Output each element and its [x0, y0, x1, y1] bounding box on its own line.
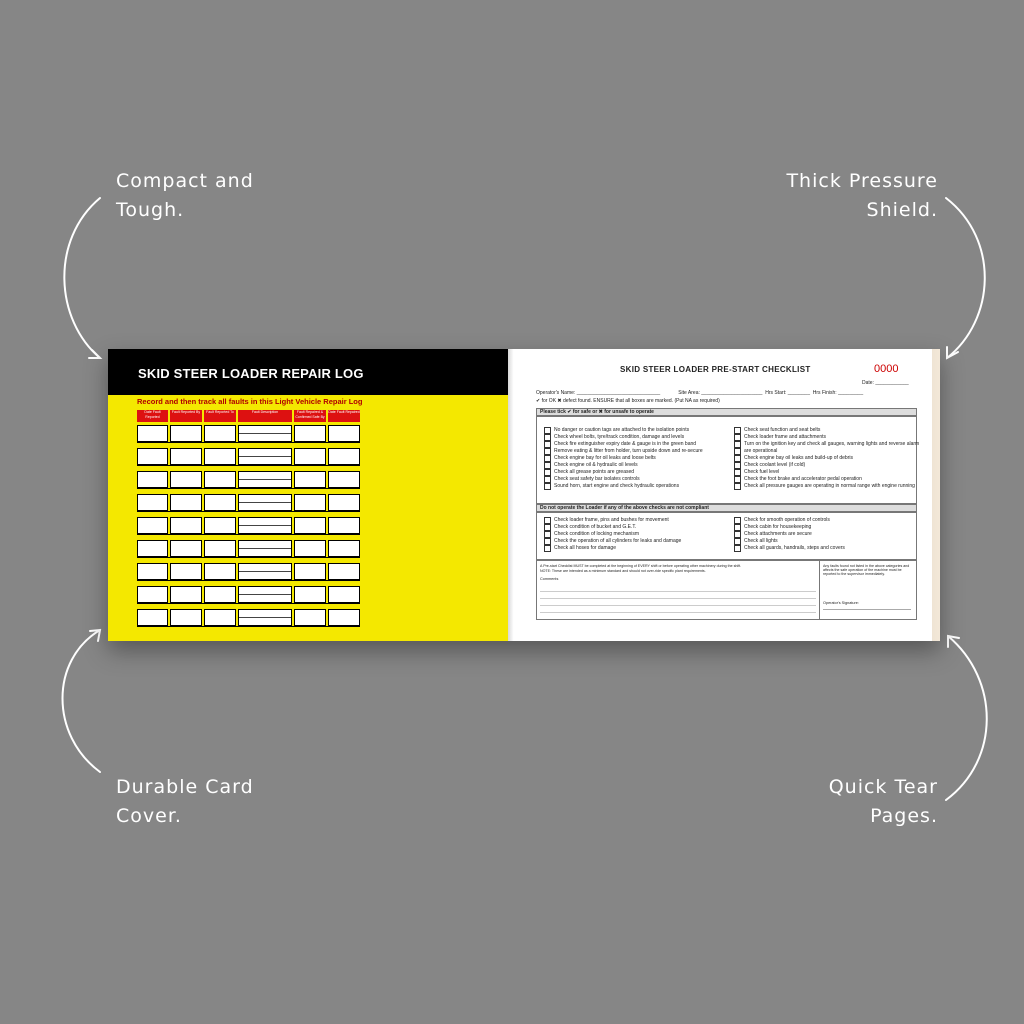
log-cell[interactable]	[328, 425, 360, 442]
checklist-number: 0000	[874, 363, 899, 375]
checklist-item	[544, 427, 703, 434]
checkbox[interactable]	[544, 441, 551, 448]
checkbox[interactable]	[544, 427, 551, 434]
checkbox[interactable]	[734, 524, 741, 531]
column-header: Fault Reported To	[204, 410, 236, 422]
checklist-item-label: Check all hoses for damage	[554, 545, 616, 551]
checklist-item	[544, 469, 703, 476]
checkbox[interactable]	[734, 517, 741, 524]
checklist-page	[522, 349, 932, 641]
table-row	[137, 494, 360, 512]
binding-gutter	[508, 349, 522, 641]
checklist-item	[544, 476, 703, 483]
fault-note: Any faults found not listed in the above categories and affects the safe operation of the machine must be reported to the supervisor immediately.	[823, 564, 910, 576]
table-row	[137, 425, 360, 443]
date-field[interactable]: Date: ____________	[862, 380, 909, 386]
checklist-item-label: No danger or caution tags are attached to the isolation points	[554, 427, 690, 433]
signature-line[interactable]	[823, 609, 911, 610]
log-cell[interactable]	[294, 448, 326, 465]
checklist-item-label: Check cabin for housekeeping	[744, 524, 812, 530]
checkbox[interactable]	[544, 483, 551, 490]
checkbox[interactable]	[544, 462, 551, 469]
log-cell[interactable]	[170, 586, 202, 603]
checkbox[interactable]	[734, 455, 741, 462]
column-header: Fault Repaired & Confirmed Safe By	[294, 410, 326, 422]
checkbox[interactable]	[544, 517, 551, 524]
checklist-item	[544, 517, 681, 524]
log-cell[interactable]	[170, 425, 202, 442]
callout-line: Quick Tear	[828, 776, 938, 798]
checkbox[interactable]	[544, 434, 551, 441]
repair-log-rows	[137, 425, 360, 632]
checkbox[interactable]	[544, 538, 551, 545]
comments-lines[interactable]	[540, 585, 816, 615]
log-cell[interactable]	[204, 517, 236, 534]
callout-line: Cover.	[116, 805, 182, 827]
checklist-item	[544, 538, 681, 545]
log-cell[interactable]	[294, 494, 326, 511]
table-row	[137, 517, 360, 535]
checklist-item	[734, 545, 845, 552]
checklist-item	[734, 538, 845, 545]
checkbox[interactable]	[734, 427, 741, 434]
tear-page-edges	[932, 349, 940, 641]
log-cell[interactable]	[294, 471, 326, 488]
checklist-item-label: Check fuel level	[744, 469, 780, 475]
log-cell[interactable]	[137, 563, 168, 580]
log-cell[interactable]	[137, 517, 168, 534]
checklist-item	[544, 434, 703, 441]
operator-info-row: Operator's Name: ______________________________ Site Area: ______________________ Hrs Start: ________ Hrs Finish: _________	[536, 390, 864, 396]
table-row	[137, 563, 360, 581]
checkbox[interactable]	[544, 476, 551, 483]
checklist-item	[544, 524, 681, 531]
checkbox[interactable]	[544, 524, 551, 531]
checklist-item	[734, 441, 919, 448]
checklist-item-label: Turn on the ignition key and check all gauges, warning lights and reverse alarm	[744, 441, 920, 447]
log-cell[interactable]	[170, 494, 202, 511]
log-cell[interactable]	[137, 494, 168, 511]
checklist-item-label: Check all guards, handrails, steps and covers	[744, 545, 845, 551]
log-cell[interactable]	[238, 494, 292, 511]
checklist-item-label: Check engine bay oil leaks and build-up of debris	[744, 455, 853, 461]
log-cell[interactable]	[238, 517, 292, 534]
checklist-item-label: Check condition of locking mechanism	[554, 531, 640, 537]
callout-line: Compact and	[116, 170, 254, 192]
repair-log-title: SKID STEER LOADER REPAIR LOG	[138, 366, 364, 381]
callout-line: Durable Card	[116, 776, 254, 798]
checklist-item	[734, 531, 845, 538]
checklist-title: SKID STEER LOADER PRE-START CHECKLIST	[620, 365, 811, 374]
table-row	[137, 609, 360, 627]
checkbox[interactable]	[734, 483, 741, 490]
log-cell[interactable]	[137, 586, 168, 603]
repair-log-column-headers	[137, 410, 360, 422]
comments-label: Comments	[540, 577, 559, 581]
log-cell[interactable]	[170, 563, 202, 580]
checklist-item-label: Check the operation of all cylinders for leaks and damage	[554, 538, 682, 544]
checklist-item	[734, 434, 919, 441]
checklist-item-label: Check loader frame and attachments	[744, 434, 826, 440]
log-cell[interactable]	[204, 425, 236, 442]
log-cell[interactable]	[238, 540, 292, 557]
column-header: Fault Description	[238, 410, 292, 422]
checklist-item-label: Check coolant level (if cold)	[744, 462, 806, 468]
checklist-item	[544, 483, 703, 490]
log-cell[interactable]	[137, 448, 168, 465]
operator-name-label: Operator's Name:	[536, 390, 576, 396]
checkbox[interactable]	[734, 545, 741, 552]
checkbox[interactable]	[734, 469, 741, 476]
log-cell[interactable]	[204, 609, 236, 626]
log-cell[interactable]	[328, 448, 360, 465]
checklist-item-label: Check all grease points are greased	[554, 469, 635, 475]
date-label: Date:	[862, 380, 874, 386]
checklist-item	[544, 545, 681, 552]
log-cell[interactable]	[170, 448, 202, 465]
checklist-item-label: Check engine oil & hydraulic oil levels	[554, 462, 638, 468]
checklist-item-label: Check attachments are secure	[744, 531, 812, 537]
log-cell[interactable]	[294, 540, 326, 557]
log-cell[interactable]	[238, 563, 292, 580]
callout-compact	[116, 167, 254, 225]
checkbox[interactable]	[544, 469, 551, 476]
log-cell[interactable]	[294, 563, 326, 580]
checklist-item	[734, 517, 845, 524]
section2-right-list	[734, 517, 845, 552]
log-cell[interactable]	[328, 517, 360, 534]
callout-pressure-shield	[786, 167, 938, 225]
log-cell[interactable]	[294, 586, 326, 603]
callout-line: Tough.	[116, 199, 185, 221]
log-cell[interactable]	[328, 540, 360, 557]
checklist-item-label: Check seat safety bar isolates controls	[554, 476, 640, 482]
callout-line: Shield.	[866, 199, 938, 221]
log-cell[interactable]	[328, 563, 360, 580]
checkbox[interactable]	[544, 448, 551, 455]
checkbox[interactable]	[734, 531, 741, 538]
checklist-footer	[536, 560, 917, 620]
checklist-item-label: Check all pressure gauges are operating in normal range with engine running	[744, 483, 915, 489]
log-cell[interactable]	[294, 609, 326, 626]
checklist-item-label: Check engine bay for oil leaks and loose belts	[554, 455, 656, 461]
log-cell[interactable]	[328, 494, 360, 511]
log-cell[interactable]	[137, 425, 168, 442]
checkbox[interactable]	[734, 538, 741, 545]
table-row	[137, 540, 360, 558]
checklist-item	[544, 448, 703, 455]
log-cell[interactable]	[204, 494, 236, 511]
checkbox[interactable]	[734, 434, 741, 441]
log-cell[interactable]	[328, 471, 360, 488]
checklist-item	[734, 462, 919, 469]
repair-log-subtitle: Record and then track all faults in this Light Vehicle Repair Log	[137, 397, 363, 406]
column-header: Date Fault Repaired	[328, 410, 360, 422]
checklist-legend: ✔ for OK ✖ defect found. ENSURE that all boxes are marked. (Put NA as required)	[536, 398, 720, 404]
checkbox[interactable]	[734, 476, 741, 483]
checklist-item	[734, 524, 845, 531]
log-cell[interactable]	[328, 609, 360, 626]
checklist-item-label: Check loader frame, pins and bushes for movement	[554, 517, 669, 523]
signature-label: Operator's Signature:	[823, 601, 859, 605]
checkbox[interactable]	[544, 531, 551, 538]
checklist-item-label: Sound horn, start engine and check hydraulic operations	[554, 483, 680, 489]
table-row	[137, 586, 360, 604]
checkbox[interactable]	[734, 448, 741, 455]
checklist-item	[544, 462, 703, 469]
section2-left-list	[544, 517, 681, 552]
log-cell[interactable]	[238, 448, 292, 465]
table-row	[137, 471, 360, 489]
checkbox[interactable]	[544, 545, 551, 552]
table-row	[137, 448, 360, 466]
checklist-item-label: Check seat function and seat belts	[744, 427, 821, 433]
checklist-item	[734, 469, 919, 476]
checklist-item	[734, 483, 919, 490]
footer-note: A Pre-start Checklist MUST be completed at the beginning of EVERY shift or before operating other machinery during the shift.	[540, 564, 742, 568]
column-header: Date Fault Reported	[137, 410, 168, 422]
open-logbook	[108, 349, 940, 641]
checkbox[interactable]	[734, 441, 741, 448]
log-cell[interactable]	[238, 471, 292, 488]
checklist-item	[734, 448, 919, 455]
log-cell[interactable]	[137, 540, 168, 557]
log-cell[interactable]	[204, 471, 236, 488]
checklist-item-label: Remove eating & litter from holder, turn upside down and re-secure	[554, 448, 703, 454]
log-cell[interactable]	[238, 609, 292, 626]
callout-tear-pages	[829, 773, 938, 831]
checkbox[interactable]	[544, 455, 551, 462]
checkbox[interactable]	[734, 462, 741, 469]
checklist-item	[734, 427, 919, 434]
log-cell[interactable]	[204, 540, 236, 557]
callout-line: Pages.	[870, 805, 938, 827]
footer-divider	[819, 561, 820, 620]
column-header: Fault Reported By	[170, 410, 202, 422]
log-cell[interactable]	[294, 425, 326, 442]
checklist-item	[544, 455, 703, 462]
site-area-label: Site Area:	[678, 390, 700, 396]
checklist-item-label: Check for smooth operation of controls	[744, 517, 830, 523]
checklist-item-label: Check condition of bucket and G.E.T.	[554, 524, 637, 530]
log-cell[interactable]	[294, 517, 326, 534]
log-cell[interactable]	[328, 586, 360, 603]
section1-right-list	[734, 427, 919, 490]
checklist-item	[544, 441, 703, 448]
section1-left-list	[544, 427, 703, 490]
repair-log-header	[108, 349, 508, 395]
log-cell[interactable]	[137, 609, 168, 626]
checklist-item	[734, 476, 919, 483]
log-cell[interactable]	[238, 425, 292, 442]
checklist-item-label: are operational	[744, 448, 778, 454]
log-cell[interactable]	[204, 563, 236, 580]
callout-card-cover	[116, 773, 254, 831]
section1-header: Please tick ✔ for safe or ✖ for unsafe to operate	[536, 408, 917, 416]
hrs-finish-label: Hrs Finish:	[812, 390, 837, 396]
log-cell[interactable]	[204, 586, 236, 603]
log-cell[interactable]	[170, 517, 202, 534]
callout-line: Thick Pressure	[786, 170, 938, 192]
footer-note-2: NOTE: These are intended as a minimum standard and should not over-ride specific plant requirements.	[540, 569, 706, 573]
section2-header: Do not operate the Loader if any of the above checks are not compliant	[536, 504, 917, 512]
log-cell[interactable]	[137, 471, 168, 488]
log-cell[interactable]	[238, 586, 292, 603]
checklist-item	[544, 531, 681, 538]
log-cell[interactable]	[170, 540, 202, 557]
checklist-item-label: Check wheel bolts, tyre/track condition, damage and levels	[554, 434, 685, 440]
log-cell[interactable]	[170, 609, 202, 626]
checklist-item	[734, 455, 919, 462]
log-cell[interactable]	[204, 448, 236, 465]
repair-log-page	[108, 349, 508, 641]
checklist-item-label: Check the foot brake and accelerator pedal operation	[744, 476, 862, 482]
checklist-item-label: Check all lights	[744, 538, 778, 544]
log-cell[interactable]	[170, 471, 202, 488]
hrs-start-label: Hrs Start:	[765, 390, 787, 396]
checklist-item-label: Check fire extinguisher expiry date & gauge is in the green band	[554, 441, 697, 447]
